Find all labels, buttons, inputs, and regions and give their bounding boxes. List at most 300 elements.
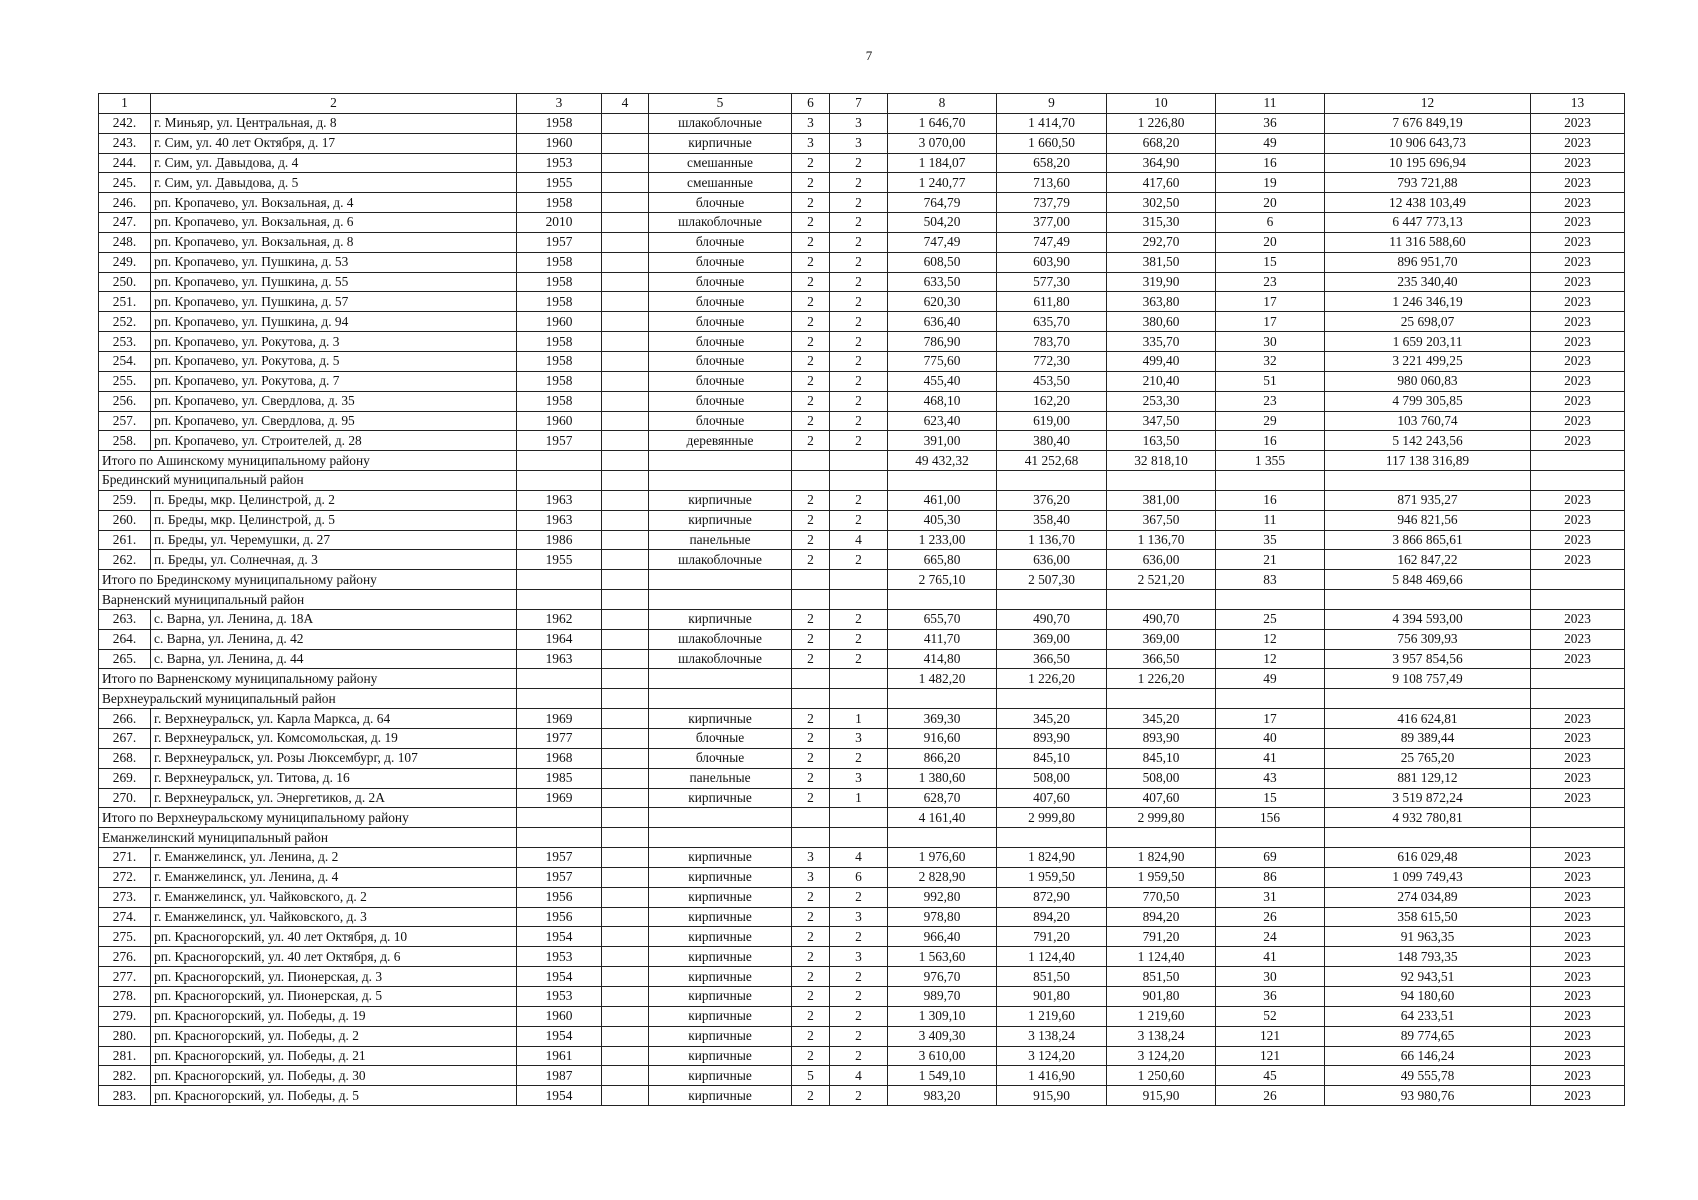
- cost-cell: 3 221 499,25: [1325, 351, 1531, 371]
- residential-area-cell: 499,40: [1107, 351, 1216, 371]
- living-area-cell: 162,20: [997, 391, 1107, 411]
- empty-cell: [649, 451, 792, 471]
- plan-year-cell: 2023: [1531, 649, 1625, 669]
- cost-cell: 103 760,74: [1325, 411, 1531, 431]
- living-area-cell: 345,20: [997, 709, 1107, 729]
- entrances-cell: 2: [830, 411, 888, 431]
- floors-cell: 2: [792, 312, 830, 332]
- entrances-cell: 3: [830, 133, 888, 153]
- address-cell: г. Верхнеуральск, ул. Энергетиков, д. 2А: [151, 788, 517, 808]
- residential-area-cell: 381,50: [1107, 252, 1216, 272]
- table-row: [99, 629, 1625, 649]
- plan-year-cell: 2023: [1531, 133, 1625, 153]
- living-area-cell: 508,00: [997, 768, 1107, 788]
- living-area-cell: 791,20: [997, 927, 1107, 947]
- residents-cell: 16: [1216, 490, 1325, 510]
- district-label: Еманжелинский муниципальный район: [99, 828, 517, 848]
- total-area-cell: 623,40: [888, 411, 997, 431]
- empty-cell: [1216, 689, 1325, 709]
- address-cell: рп. Красногорский, ул. 40 лет Октября, д. 6: [151, 947, 517, 967]
- floors-cell: 2: [792, 431, 830, 451]
- residential-area-cell: 770,50: [1107, 887, 1216, 907]
- entrances-cell: 3: [830, 907, 888, 927]
- living-area-cell: 893,90: [997, 729, 1107, 749]
- col4-cell: [602, 272, 649, 292]
- row-number: 256.: [99, 391, 151, 411]
- wall-material-cell: кирпичные: [649, 788, 792, 808]
- residential-area-cell: 1 226,80: [1107, 113, 1216, 133]
- total-area-cell: 411,70: [888, 629, 997, 649]
- year-built-cell: 1958: [517, 371, 602, 391]
- residential-area-cell: 508,00: [1107, 768, 1216, 788]
- address-cell: рп. Кропачево, ул. Рокутова, д. 5: [151, 351, 517, 371]
- residential-area-cell: 345,20: [1107, 709, 1216, 729]
- residential-area-cell: 32 818,10: [1107, 451, 1216, 471]
- total-area-cell: 1 563,60: [888, 947, 997, 967]
- living-area-cell: 1 124,40: [997, 947, 1107, 967]
- table-row: [99, 967, 1625, 987]
- address-cell: г. Еманжелинск, ул. Чайковского, д. 2: [151, 887, 517, 907]
- floors-cell: 2: [792, 391, 830, 411]
- plan-year-cell: 2023: [1531, 768, 1625, 788]
- residential-area-cell: 3 124,20: [1107, 1046, 1216, 1066]
- total-area-cell: 620,30: [888, 292, 997, 312]
- floors-cell: 2: [792, 729, 830, 749]
- column-header-9: 9: [997, 94, 1107, 114]
- table-row: [99, 490, 1625, 510]
- district-label: Варненский муниципальный район: [99, 590, 517, 610]
- address-cell: г. Сим, ул. Давыдова, д. 4: [151, 153, 517, 173]
- col4-cell: [602, 153, 649, 173]
- residents-cell: 23: [1216, 272, 1325, 292]
- floors-cell: 2: [792, 907, 830, 927]
- table-row: [99, 510, 1625, 530]
- col4-cell: [602, 1066, 649, 1086]
- total-area-cell: 405,30: [888, 510, 997, 530]
- address-cell: п. Бреды, мкр. Целинстрой, д. 5: [151, 510, 517, 530]
- plan-year-cell: 2023: [1531, 391, 1625, 411]
- residents-cell: 19: [1216, 173, 1325, 193]
- total-area-cell: 1 233,00: [888, 530, 997, 550]
- table-row: [99, 332, 1625, 352]
- summary-row: [99, 451, 1625, 471]
- address-cell: с. Варна, ул. Ленина, д. 44: [151, 649, 517, 669]
- col4-cell: [602, 986, 649, 1006]
- wall-material-cell: блочные: [649, 272, 792, 292]
- address-cell: г. Верхнеуральск, ул. Титова, д. 16: [151, 768, 517, 788]
- year-built-cell: 1960: [517, 133, 602, 153]
- wall-material-cell: блочные: [649, 312, 792, 332]
- entrances-cell: 2: [830, 967, 888, 987]
- address-cell: рп. Кропачево, ул. Рокутова, д. 7: [151, 371, 517, 391]
- total-area-cell: 775,60: [888, 351, 997, 371]
- column-header-7: 7: [830, 94, 888, 114]
- entrances-cell: 2: [830, 927, 888, 947]
- row-number: 246.: [99, 193, 151, 213]
- cost-cell: 10 906 643,73: [1325, 133, 1531, 153]
- table-row: [99, 133, 1625, 153]
- col4-cell: [602, 967, 649, 987]
- living-area-cell: 713,60: [997, 173, 1107, 193]
- empty-cell: [1325, 828, 1531, 848]
- col4-cell: [602, 550, 649, 570]
- living-area-cell: 380,40: [997, 431, 1107, 451]
- residential-area-cell: 668,20: [1107, 133, 1216, 153]
- total-area-cell: 3 610,00: [888, 1046, 997, 1066]
- year-built-cell: 1977: [517, 729, 602, 749]
- table-row: [99, 153, 1625, 173]
- plan-year-cell: 2023: [1531, 986, 1625, 1006]
- table-row: [99, 272, 1625, 292]
- year-built-cell: 1953: [517, 986, 602, 1006]
- address-cell: г. Еманжелинск, ул. Ленина, д. 2: [151, 848, 517, 868]
- wall-material-cell: кирпичные: [649, 848, 792, 868]
- summary-row: [99, 808, 1625, 828]
- empty-cell: [997, 689, 1107, 709]
- floors-cell: 2: [792, 887, 830, 907]
- entrances-cell: 2: [830, 391, 888, 411]
- col4-cell: [602, 609, 649, 629]
- living-area-cell: 2 507,30: [997, 570, 1107, 590]
- row-number: 275.: [99, 927, 151, 947]
- cost-cell: 896 951,70: [1325, 252, 1531, 272]
- floors-cell: 2: [792, 351, 830, 371]
- row-number: 251.: [99, 292, 151, 312]
- wall-material-cell: шлакоблочные: [649, 113, 792, 133]
- column-header-5: 5: [649, 94, 792, 114]
- table-row: [99, 1006, 1625, 1026]
- residential-area-cell: 2 521,20: [1107, 570, 1216, 590]
- table-row: [99, 848, 1625, 868]
- total-area-cell: 992,80: [888, 887, 997, 907]
- col4-cell: [602, 927, 649, 947]
- entrances-cell: 2: [830, 550, 888, 570]
- wall-material-cell: шлакоблочные: [649, 550, 792, 570]
- cost-cell: 980 060,83: [1325, 371, 1531, 391]
- empty-cell: [1216, 828, 1325, 848]
- row-number: 253.: [99, 332, 151, 352]
- col4-cell: [602, 1086, 649, 1106]
- total-area-cell: 786,90: [888, 332, 997, 352]
- cost-cell: 92 943,51: [1325, 967, 1531, 987]
- wall-material-cell: шлакоблочные: [649, 649, 792, 669]
- residential-area-cell: 417,60: [1107, 173, 1216, 193]
- entrances-cell: 3: [830, 113, 888, 133]
- residents-cell: 52: [1216, 1006, 1325, 1026]
- residential-area-cell: 1 136,70: [1107, 530, 1216, 550]
- residents-cell: 15: [1216, 252, 1325, 272]
- wall-material-cell: кирпичные: [649, 709, 792, 729]
- cost-cell: 3 519 872,24: [1325, 788, 1531, 808]
- floors-cell: 2: [792, 153, 830, 173]
- entrances-cell: 2: [830, 1046, 888, 1066]
- table-row: [99, 232, 1625, 252]
- entrances-cell: 2: [830, 1026, 888, 1046]
- cost-cell: 5 142 243,56: [1325, 431, 1531, 451]
- district-row: [99, 828, 1625, 848]
- residents-cell: 83: [1216, 570, 1325, 590]
- wall-material-cell: смешанные: [649, 173, 792, 193]
- address-cell: рп. Кропачево, ул. Пушкина, д. 55: [151, 272, 517, 292]
- entrances-cell: 2: [830, 609, 888, 629]
- entrances-cell: 2: [830, 213, 888, 233]
- empty-cell: [830, 808, 888, 828]
- empty-cell: [792, 590, 830, 610]
- floors-cell: 2: [792, 609, 830, 629]
- column-header-13: 13: [1531, 94, 1625, 114]
- plan-year-cell: 2023: [1531, 1026, 1625, 1046]
- entrances-cell: 2: [830, 649, 888, 669]
- floors-cell: 2: [792, 947, 830, 967]
- wall-material-cell: кирпичные: [649, 1086, 792, 1106]
- empty-cell: [517, 451, 602, 471]
- row-number: 262.: [99, 550, 151, 570]
- col4-cell: [602, 1046, 649, 1066]
- wall-material-cell: блочные: [649, 411, 792, 431]
- total-area-cell: 747,49: [888, 232, 997, 252]
- living-area-cell: 1 824,90: [997, 848, 1107, 868]
- row-number: 265.: [99, 649, 151, 669]
- total-area-cell: 989,70: [888, 986, 997, 1006]
- col4-cell: [602, 867, 649, 887]
- year-built-cell: 1985: [517, 768, 602, 788]
- year-built-cell: 1969: [517, 709, 602, 729]
- entrances-cell: 3: [830, 768, 888, 788]
- entrances-cell: 2: [830, 153, 888, 173]
- address-cell: г. Сим, ул. Давыдова, д. 5: [151, 173, 517, 193]
- living-area-cell: 747,49: [997, 232, 1107, 252]
- col4-cell: [602, 312, 649, 332]
- col4-cell: [602, 649, 649, 669]
- row-number: 242.: [99, 113, 151, 133]
- cost-cell: 148 793,35: [1325, 947, 1531, 967]
- residents-cell: 16: [1216, 431, 1325, 451]
- plan-year-cell: 2023: [1531, 312, 1625, 332]
- address-cell: рп. Кропачево, ул. Рокутова, д. 3: [151, 332, 517, 352]
- cost-cell: 10 195 696,94: [1325, 153, 1531, 173]
- total-area-cell: 764,79: [888, 193, 997, 213]
- cost-cell: 881 129,12: [1325, 768, 1531, 788]
- residents-cell: 36: [1216, 986, 1325, 1006]
- plan-year-cell: 2023: [1531, 748, 1625, 768]
- col4-cell: [602, 748, 649, 768]
- year-built-cell: 1961: [517, 1046, 602, 1066]
- living-area-cell: 737,79: [997, 193, 1107, 213]
- residents-cell: 121: [1216, 1026, 1325, 1046]
- total-area-cell: 455,40: [888, 371, 997, 391]
- row-number: 257.: [99, 411, 151, 431]
- plan-year-cell: 2023: [1531, 947, 1625, 967]
- table-row: [99, 213, 1625, 233]
- total-area-cell: 1 482,20: [888, 669, 997, 689]
- row-number: 283.: [99, 1086, 151, 1106]
- address-cell: рп. Красногорский, ул. Пионерская, д. 5: [151, 986, 517, 1006]
- total-area-cell: 2 828,90: [888, 867, 997, 887]
- total-area-cell: 49 432,32: [888, 451, 997, 471]
- row-number: 272.: [99, 867, 151, 887]
- cost-cell: 162 847,22: [1325, 550, 1531, 570]
- living-area-cell: 376,20: [997, 490, 1107, 510]
- plan-year-cell: 2023: [1531, 113, 1625, 133]
- total-area-cell: 1 240,77: [888, 173, 997, 193]
- floors-cell: 3: [792, 113, 830, 133]
- empty-cell: [792, 669, 830, 689]
- col4-cell: [602, 947, 649, 967]
- floors-cell: 3: [792, 133, 830, 153]
- empty-cell: [792, 828, 830, 848]
- empty-cell: [792, 451, 830, 471]
- residential-area-cell: 369,00: [1107, 629, 1216, 649]
- year-built-cell: 1958: [517, 113, 602, 133]
- total-area-cell: 1 549,10: [888, 1066, 997, 1086]
- residential-area-cell: 1 226,20: [1107, 669, 1216, 689]
- plan-year-cell: 2023: [1531, 550, 1625, 570]
- col4-cell: [602, 1026, 649, 1046]
- floors-cell: 2: [792, 193, 830, 213]
- residential-area-cell: 636,00: [1107, 550, 1216, 570]
- wall-material-cell: смешанные: [649, 153, 792, 173]
- floors-cell: 2: [792, 1046, 830, 1066]
- cost-cell: 1 659 203,11: [1325, 332, 1531, 352]
- total-area-cell: 665,80: [888, 550, 997, 570]
- living-area-cell: 407,60: [997, 788, 1107, 808]
- entrances-cell: 3: [830, 729, 888, 749]
- plan-year-cell: 2023: [1531, 867, 1625, 887]
- entrances-cell: 2: [830, 173, 888, 193]
- year-built-cell: 1956: [517, 887, 602, 907]
- row-number: 282.: [99, 1066, 151, 1086]
- empty-cell: [1531, 590, 1625, 610]
- col4-cell: [602, 252, 649, 272]
- page-number: 7: [865, 48, 873, 63]
- floors-cell: 2: [792, 927, 830, 947]
- row-number: 248.: [99, 232, 151, 252]
- column-header-1: 1: [99, 94, 151, 114]
- empty-cell: [602, 808, 649, 828]
- residential-area-cell: 845,10: [1107, 748, 1216, 768]
- row-number: 259.: [99, 490, 151, 510]
- residential-area-cell: 1 824,90: [1107, 848, 1216, 868]
- plan-year-cell: 2023: [1531, 173, 1625, 193]
- empty-cell: [997, 590, 1107, 610]
- wall-material-cell: кирпичные: [649, 510, 792, 530]
- empty-cell: [792, 689, 830, 709]
- address-cell: рп. Кропачево, ул. Пушкина, д. 94: [151, 312, 517, 332]
- residents-cell: 43: [1216, 768, 1325, 788]
- residential-area-cell: 2 999,80: [1107, 808, 1216, 828]
- empty-cell: [792, 471, 830, 491]
- col4-cell: [602, 213, 649, 233]
- table-row: [99, 1066, 1625, 1086]
- column-header-3: 3: [517, 94, 602, 114]
- total-area-cell: 978,80: [888, 907, 997, 927]
- table-row: [99, 887, 1625, 907]
- plan-year-cell: 2023: [1531, 490, 1625, 510]
- total-area-cell: 1 646,70: [888, 113, 997, 133]
- year-built-cell: 1954: [517, 967, 602, 987]
- empty-cell: [517, 471, 602, 491]
- table-row: [99, 371, 1625, 391]
- cost-cell: 49 555,78: [1325, 1066, 1531, 1086]
- column-header-8: 8: [888, 94, 997, 114]
- row-number: 281.: [99, 1046, 151, 1066]
- cost-cell: 7 676 849,19: [1325, 113, 1531, 133]
- cost-cell: 66 146,24: [1325, 1046, 1531, 1066]
- living-area-cell: 1 226,20: [997, 669, 1107, 689]
- floors-cell: 2: [792, 232, 830, 252]
- row-number: 268.: [99, 748, 151, 768]
- year-built-cell: 1957: [517, 232, 602, 252]
- total-area-cell: 391,00: [888, 431, 997, 451]
- row-number: 260.: [99, 510, 151, 530]
- empty-cell: [997, 828, 1107, 848]
- wall-material-cell: кирпичные: [649, 907, 792, 927]
- wall-material-cell: кирпичные: [649, 609, 792, 629]
- residents-cell: 35: [1216, 530, 1325, 550]
- address-cell: п. Бреды, ул. Солнечная, д. 3: [151, 550, 517, 570]
- table-row: [99, 1046, 1625, 1066]
- row-number: 271.: [99, 848, 151, 868]
- col4-cell: [602, 629, 649, 649]
- empty-cell: [997, 471, 1107, 491]
- residents-cell: 40: [1216, 729, 1325, 749]
- residents-cell: 49: [1216, 133, 1325, 153]
- col4-cell: [602, 768, 649, 788]
- residential-area-cell: 381,00: [1107, 490, 1216, 510]
- total-area-cell: 3 409,30: [888, 1026, 997, 1046]
- plan-year-cell: 2023: [1531, 232, 1625, 252]
- plan-year-cell: 2023: [1531, 709, 1625, 729]
- table-row: [99, 947, 1625, 967]
- column-header-10: 10: [1107, 94, 1216, 114]
- residents-cell: 17: [1216, 709, 1325, 729]
- empty-cell: [1531, 451, 1625, 471]
- floors-cell: 2: [792, 371, 830, 391]
- living-area-cell: 901,80: [997, 986, 1107, 1006]
- plan-year-cell: 2023: [1531, 1046, 1625, 1066]
- residents-cell: 30: [1216, 967, 1325, 987]
- total-area-cell: 2 765,10: [888, 570, 997, 590]
- cost-cell: 616 029,48: [1325, 848, 1531, 868]
- plan-year-cell: 2023: [1531, 153, 1625, 173]
- wall-material-cell: блочные: [649, 351, 792, 371]
- entrances-cell: 2: [830, 351, 888, 371]
- residents-cell: 41: [1216, 947, 1325, 967]
- living-area-cell: 490,70: [997, 609, 1107, 629]
- entrances-cell: 2: [830, 431, 888, 451]
- plan-year-cell: 2023: [1531, 1086, 1625, 1106]
- residential-area-cell: 851,50: [1107, 967, 1216, 987]
- cost-cell: 3 866 865,61: [1325, 530, 1531, 550]
- residential-area-cell: 292,70: [1107, 232, 1216, 252]
- empty-cell: [649, 808, 792, 828]
- wall-material-cell: блочные: [649, 371, 792, 391]
- cost-cell: 64 233,51: [1325, 1006, 1531, 1026]
- wall-material-cell: кирпичные: [649, 1026, 792, 1046]
- entrances-cell: 2: [830, 371, 888, 391]
- cost-cell: 1 099 749,43: [1325, 867, 1531, 887]
- plan-year-cell: 2023: [1531, 927, 1625, 947]
- empty-cell: [1325, 471, 1531, 491]
- cost-cell: 871 935,27: [1325, 490, 1531, 510]
- living-area-cell: 611,80: [997, 292, 1107, 312]
- living-area-cell: 358,40: [997, 510, 1107, 530]
- address-cell: рп. Кропачево, ул. Пушкина, д. 53: [151, 252, 517, 272]
- residents-cell: 25: [1216, 609, 1325, 629]
- table-row: [99, 113, 1625, 133]
- table-row: [99, 609, 1625, 629]
- total-area-cell: 1 184,07: [888, 153, 997, 173]
